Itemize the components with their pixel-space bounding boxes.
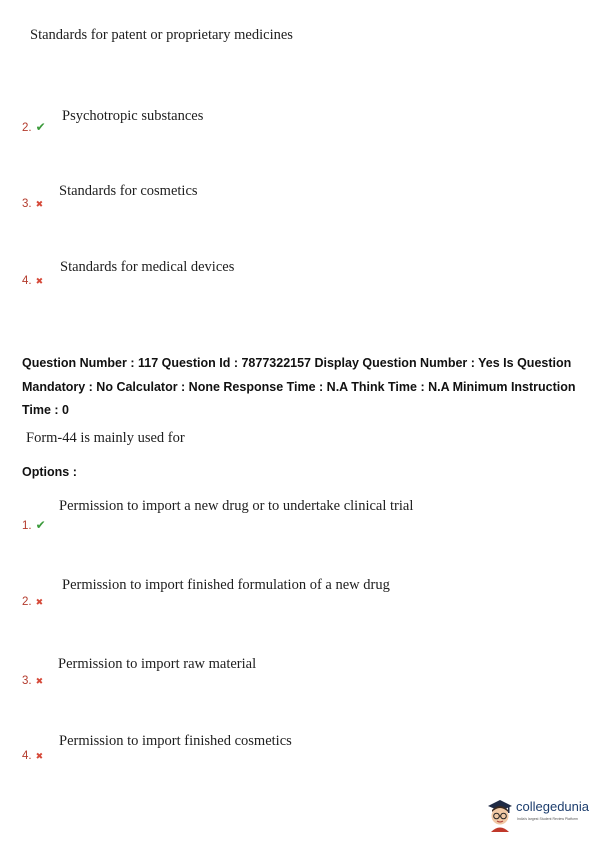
cross-icon: ✖ — [35, 597, 44, 607]
check-icon: ✔ — [35, 120, 46, 134]
check-icon: ✔ — [35, 518, 46, 532]
prev-option-3-number: 3. ✖ — [22, 198, 44, 210]
prev-option-2-number: 2. ✔ — [22, 120, 46, 134]
prev-option-4-text: Standards for medical devices — [60, 259, 235, 275]
cross-icon: ✖ — [35, 676, 44, 686]
option-4-text: Permission to import finished cosmetics — [59, 733, 292, 749]
prev-option-2-text: Psychotropic substances — [62, 108, 204, 124]
question-meta-line-2: Mandatory : No Calculator : None Response Time : N.A Think Time : N.A Minimum Instruction — [22, 380, 576, 394]
logo-name: collegedunia — [516, 799, 590, 814]
cross-icon: ✖ — [35, 199, 44, 209]
logo-tagline: India's largest Student Review Platform — [517, 817, 578, 821]
option-3-text: Permission to import raw material — [58, 656, 257, 672]
option-4-number: 4. ✖ — [22, 750, 44, 762]
prev-option-3-text: Standards for cosmetics — [59, 183, 198, 199]
option-1-number: 1. ✔ — [22, 518, 46, 532]
prev-option-4-number: 4. ✖ — [22, 275, 44, 287]
option-2-number: 2. ✖ — [22, 596, 44, 608]
collegedunia-logo — [486, 796, 590, 836]
option-3-number: 3. ✖ — [22, 675, 44, 687]
question-meta-line-3: Time : 0 — [22, 403, 70, 417]
cross-icon: ✖ — [35, 751, 44, 761]
mascot-icon — [486, 798, 514, 832]
question-meta-line-1: Question Number : 117 Question Id : 7877322157 Display Question Number : Yes Is Question — [22, 356, 572, 370]
cross-icon: ✖ — [35, 276, 44, 286]
prev-option-1-text: Standards for patent or proprietary medicines — [30, 27, 293, 43]
option-2-text: Permission to import finished formulation of a new drug — [62, 577, 390, 593]
options-label: Options : — [22, 465, 77, 479]
option-1-text: Permission to import a new drug or to undertake clinical trial — [59, 498, 414, 514]
question-text: Form-44 is mainly used for — [26, 430, 185, 446]
